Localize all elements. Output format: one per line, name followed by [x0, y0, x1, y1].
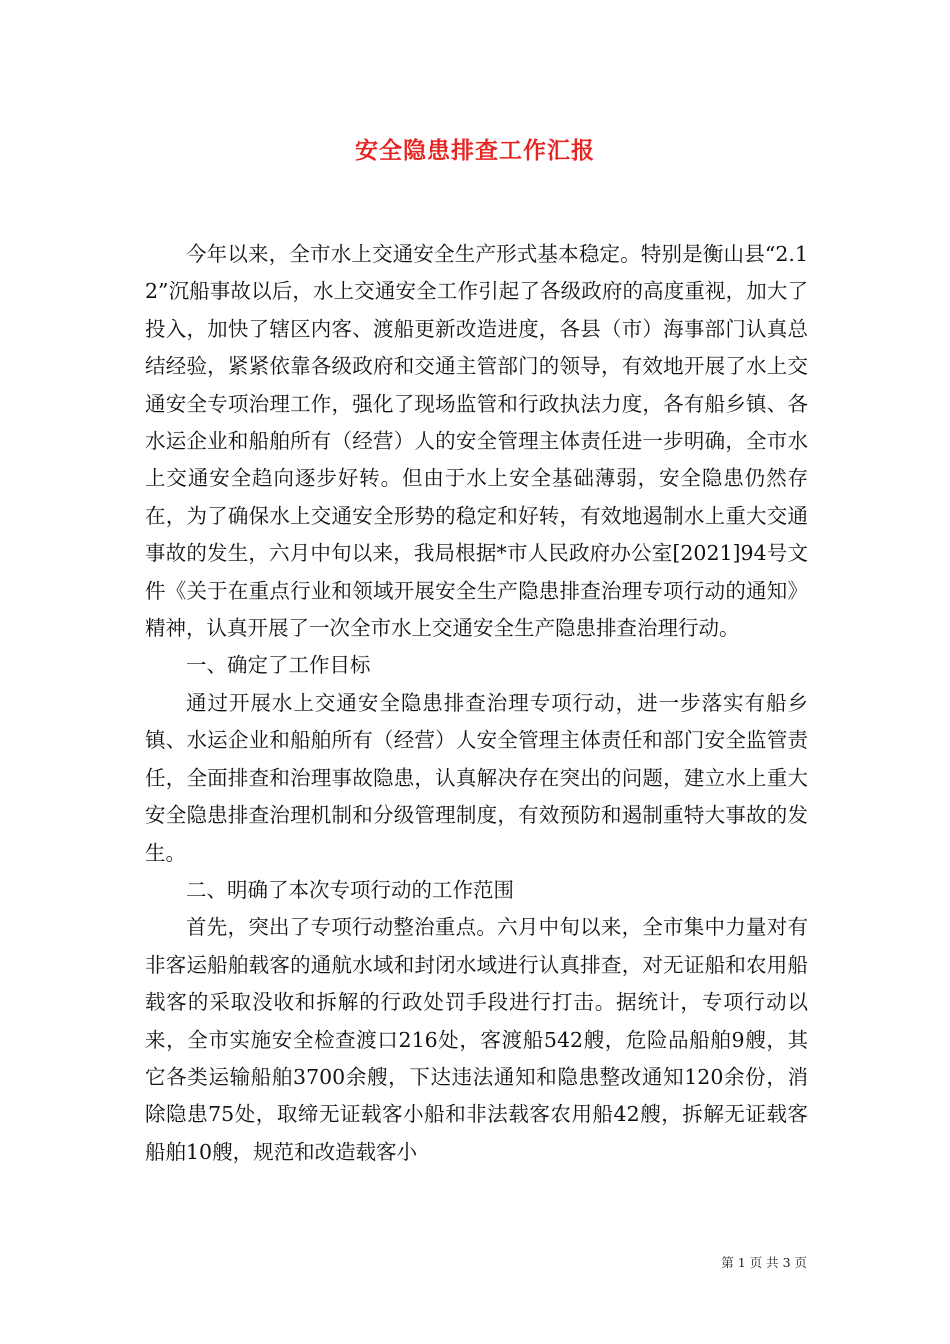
page-number: 第 1 页 共 3 页	[721, 1255, 807, 1270]
document-body	[145, 236, 808, 1171]
document-title: 安全隐患排查工作汇报	[355, 137, 595, 164]
section-heading-2: 二、明确了本次专项行动的工作范围	[186, 877, 514, 902]
paragraph-scope: 首先，突出了专项行动整治重点。六月中旬以来，全市集中力量对有非客运船舶载客的通航水域和封闭水域进行认真排查，对无证船和农用船载客的采取没收和拆解的行政处罚手段进行打击。据统计，专项行动以来，全市实施安全检查渡口216处，客渡船542艘，危险品船舶9艘，其它各类运输船舶3700余艘，下达违法通知和隐患整改通知120余份，消除隐患75处，取缔无证载客小船和非法载客农用船42艘，拆解无证载客船舶10艘，规范和改造载客小	[145, 915, 808, 1164]
section-heading-1: 一、确定了工作目标	[186, 653, 371, 678]
paragraph-intro: 今年以来，全市水上交通安全生产形式基本稳定。特别是衡山县“2.12”沉船事故以后，水上交通安全工作引起了各级政府的高度重视，加大了投入，加快了辖区内客、渡船更新改造进度，各县（市）海事部门认真总结经验，紧紧依靠各级政府和交通主管部门的领导，有效地开展了水上交通安全专项治理工作，强化了现场监管和行政执法力度，各有船乡镇、各水运企业和船舶所有（经营）人的安全管理主体责任进一步明确，全市水上交通安全趋向逐步好转。但由于水上安全基础薄弱，安全隐患仍然存在，为了确保水上交通安全形势的稳定和好转，有效地遏制水上重大交通事故的发生，六月中旬以来，我局根据*市人民政府办公室[2021]94号文件《关于在重点行业和领域开展安全生产隐患排查治理专项行动的通知》精神，认真开展了一次全市水上交通安全生产隐患排查治理行动。	[145, 242, 808, 641]
paragraph-goal: 通过开展水上交通安全隐患排查治理专项行动，进一步落实有船乡镇、水运企业和船舶所有（经营）人安全管理主体责任和部门安全监管责任，全面排查和治理事故隐患，认真解决存在突出的问题，建立水上重大安全隐患排查治理机制和分级管理制度，有效预防和遏制重特大事故的发生。	[145, 690, 808, 865]
